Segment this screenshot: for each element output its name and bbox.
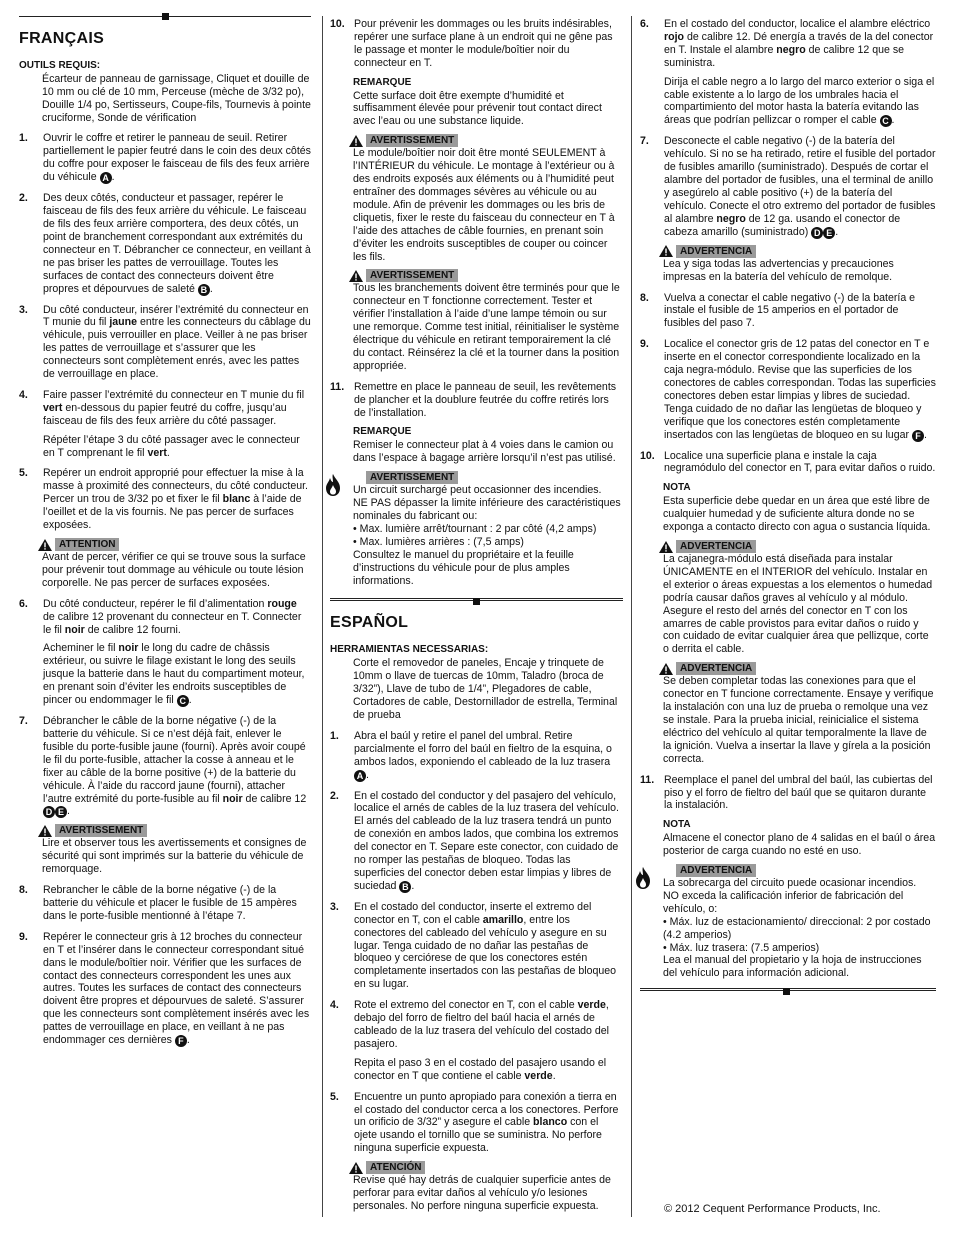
step-6: 6. En el costado del conductor, localice el alambre eléctrico rojo de calibre 12. Dé energía a través de la del conector en T. Instale el alambre negro de calibre 12 que se suministra. Dirija el cable negro a lo largo del marco exterior o siga el cable existente a lo largo de los umbrales hacia el compartimiento del motor hasta la batería evitando las áreas que podrían pellizcar o romper el cable C . <box>640 18 935 127</box>
fire-icon <box>323 473 343 497</box>
column-divider <box>322 16 323 1217</box>
step-10: 10. Localice una superficie plana e instale la caja negramódulo del conector en T, para evitar daños o ruido. <box>640 449 936 475</box>
section-rule <box>19 16 311 17</box>
column-spanish-cont <box>640 18 936 991</box>
warning-triangle-icon <box>659 663 673 675</box>
attention-box: ATENCIÓN Revise qué hay detrás de cualquier superficie antes de perforar para evitar daños al vehículo y/o lesiones personales. No perfore ninguna superficie expuesta. <box>330 1161 623 1213</box>
warning-box: AVERTISSEMENT Tous les branchements doivent être terminés pour que le connecteur en T fonctionne correctement. Tester et vérifier l’installation à l’aide d’une lampe témoin ou sur une remorque. Comme test initial, réinitialiser le système électrique du véhicule en retirant temporairement la clé du contact. Réinsérez la clé et la tourner dans la position appropriée. <box>330 269 623 372</box>
figure-badge: F <box>912 430 924 442</box>
step-4: 4. Rote el extremo del conector en T, con el cable verde, debajo del forro de fieltro del baúl hacia el arnés de cableado de la luz trasera del vehículo del costado del pasajero. Repita el paso 3 en el costado del pasajero usando el conector en T que contiene el cable verde. <box>330 999 610 1082</box>
column-divider <box>631 16 632 1217</box>
step-8: 8. Vuelva a conectar el cable negativo (-) de la batería e instale el fusible de 15 amperios en el portador de fusibles del paso 7. <box>640 291 916 330</box>
warning-box: ADVERTENCIA La cajanegra-módulo está diseñada para instalar ÚNICAMENTE en el INTERIOR del vehículo. Instalar en el exterior o áreas expuestas a los elementos o humedad podría causar daños graves al vehículo y al módulo. Asegure el resto del arnés del conector en T con los amarres de cable provistos para evitar daños o ruido y con cuidado de evitar cualquier área que pellizque, corte o derrita el cable. <box>640 540 936 656</box>
figure-badge: B <box>399 881 411 893</box>
figure-badge: B <box>198 284 210 296</box>
figure-badge: D <box>811 227 823 239</box>
step-8: 8. Rebrancher le câble de la borne négative (-) de la batterie du véhicule et placer le fusible de 15 ampères dans le porte-fusible mentionné à l’étape 7. <box>19 884 297 922</box>
step-3: 3. Du côté conducteur, insérer l’extrémité du connecteur en T munie du fil jaune entre les connecteurs du câblage du véhicule, puis verrouiller en place. Veiller à ne pas briser les pattes de verrouillage et s’assurer que les connecteurs sont complètement enrés, avec les pattes de verrouillage en place. <box>19 303 311 381</box>
warning-box: ADVERTENCIA Lea y siga todas las advertencias y precauciones impresas en la batería del vehículo de remolque. <box>640 245 936 284</box>
warning-triangle-icon <box>38 539 52 551</box>
figure-badge: A <box>354 770 366 782</box>
fire-warning-box: AVERTISSEMENT Un circuit surchargé peut occasionner des incendies. NE PAS dépasser la limite inférieure des caractéristiques nominales du fabricant ou: • Max. lumière arrêt/tournant : 2 par côté (4,2 amps) • Max. lumières arrières : (7,5 amps) Consultez le manuel du propriétaire et la feuille d’instructions du véhicule pour de plus amples informations. <box>330 471 623 587</box>
fire-warning-box: ADVERTENCIA La sobrecarga del circuito puede ocasionar incendios. NO exceda la calificación inferior de fabricación del vehículo, o: • Máx. luz de estacionamiento/ direccional: 2 por costado (4.2 amperios) • Máx. luz trasera: (7.5 amperios) Lea el manual del propietario y la hoja de instrucciones del vehículo para información adicional. <box>640 864 936 980</box>
warning-triangle-icon <box>659 541 673 553</box>
figure-badge: A <box>100 172 112 184</box>
step-11: 11. Remettre en place le panneau de seuil, les revêtements de plancher et la doublure feutrée du coffre retirés lors de l’installation. <box>330 380 617 419</box>
warning-box: AVERTISSEMENT Lire et observer tous les avertissements et consignes de sécurité qui sont imprimés sur la batterie du véhicule de remorquage. <box>19 824 311 876</box>
tools-heading: HERRAMIENTAS NECESSARIAS: <box>330 644 489 656</box>
note-box: REMARQUE Cette surface doit être exempte d’humidité et suffisamment élevée pour prévenir tout contact direct avec l’eau ou une substance liquide. <box>353 76 602 128</box>
section-rule <box>330 598 623 601</box>
figure-badge: C <box>880 115 892 127</box>
step-5: 5. Encuentre un punto apropiado para conexión a tierra en el costado del conductor cerca a los conectores. Perfore un orificio de 3/32” y asegure el cable blanco con el ojete usando el tornillo que se suministra. No perfore ninguna superficie expuesta. <box>330 1090 619 1155</box>
column-french <box>19 16 311 1047</box>
warning-box: AVERTISSEMENT Le module/boîtier noir doit être monté SEULEMENT à l’INTÉRIEUR du véhicule. Le montage à l’extérieur ou à des endroits exposés aux éléments ou à l’humidité peut entraîner des dommages sévères au véhicule ou au module. Afin de prévenir les dommages ou les bris de cliquetis, fixer le reste du faisceau du connecteur en T à l’aide des attaches de câble fournies, en prenant soin d’éviter les endroits susceptibles de couper ou coincer les fils. <box>330 134 623 263</box>
figure-badge: E <box>823 227 835 239</box>
figure-badge: F <box>175 1035 187 1047</box>
step-7: 7. Débrancher le câble de la borne négative (-) de la batterie du véhicule. Si ce n’est déjà fait, enlever le fusible du porte-fusible jaune (fourni). Après avoir coupé le fil du porte-fusible, attacher la cosse à anneau et le fixer au câble de la borne positive (+) de la batterie du véhicule. À l’aide du raccord jaune (fourni), attacher l’autre extrémité du porte-fusible au fil noir de calibre 12 D E . <box>19 715 307 818</box>
step-2: 2. En el costado del conductor y del pasajero del vehículo, localice el arnés de cables de la luz trasera del vehículo. El arnés del cableado de la luz trasera tendrá un punto de conexión en ambos lados, que combina los extremos del conector en T. Separe este conector, con cuidado de no romper las pestañas de bloqueo. Todas las superficies del conector deben estar limpias y libres de suciedad B . <box>330 789 619 892</box>
tools-heading: OUTILS REQUIS: <box>19 59 101 71</box>
warning-triangle-icon <box>349 270 363 282</box>
tools-list: Corte el removedor de paneles, Encaje y trinquete de 10mm o llave de tuercas de 10mm, Taladro (broca de 3/32”), Llave de tubo de 1/4”, Plegadores de cable, Cortadores de cable, Destornillador de estrella, Terminal de prueba <box>353 657 618 721</box>
step-6: 6. Du côté conducteur, repérer le fil d’alimentation rouge de calibre 12 provenant du connecteur en T. Connecter le fil noir de calibre 12 fourni. Acheminer le fil noir le long du cadre de châssis extérieur, ou suivre le filage existant le long des seuils jusque la batterie dans le haut du compartiment moteur, en prenant soin d’éviter les endroits susceptibles de pincer ou endommager le fil C . <box>19 597 305 707</box>
attention-box: ATTENTION Avant de percer, vérifier ce qui se trouve sous la surface pour prévenir tout dommage au véhicule ou toute lésion corporelle. Ne pas percer de surfaces exposées. <box>19 538 311 590</box>
spanish-title: ESPAÑOL <box>330 614 409 632</box>
step-11: 11. Reemplace el panel del umbral del baúl, las cubiertas del piso y el forro de fieltro del baúl que se quitaron durante la instalación. <box>640 773 933 812</box>
warning-triangle-icon <box>349 1162 363 1174</box>
figure-badge: E <box>55 806 67 818</box>
step-4: 4. Faire passer l’extrémité du connecteur en T munie du fil vert en-dessous du papier feutré du coffre, jusqu’au faisceau de fils des feux arrière du côté passager. Répéter l’étape 3 du côté passager avec le connecteur en T comprenant le fil vert. <box>19 388 305 459</box>
step-1: 1. Ouvrir le coffre et retirer le panneau de seuil. Retirer partiellement le papier feutré dans le coin des deux côtés du coffre pour exposer le faisceau de fils des feux arrière du véhicule A . <box>19 132 311 184</box>
warning-triangle-icon <box>38 825 52 837</box>
copyright-text: © 2012 Cequent Performance Products, Inc. <box>664 1203 881 1215</box>
note-box: NOTA Esta superficie debe quedar en un área que esté libre de cualquier humedad y de suficiente altura donde no se exponga a contacto directo con agua o sustancia líquida. <box>663 482 931 534</box>
step-7: 7. Desconecte el cable negativo (-) de la batería del vehículo. Si no se ha retirado, retire el fusible del portador de fusibles amarillo (suministrado). Después de cortar el alambre del portador de fusibles, una el terminal de anillo y asegúrelo al cable positivo (+) de la batería del vehículo. Conecte el otro extremo del portador de fusibles al alambre negro de 12 ga. usando el conector de cabeza amarillo (suministrado) D E . <box>640 135 936 238</box>
tools-list: Écarteur de panneau de garnissage, Cliquet et douille de 10 mm ou clé de 10 mm, Perceuse (mèche de 3/32 po), Douille 1/4 po, Sertisseurs, Coupe-fils, Tournevis à pointe cruciforme, Sonde de vérification <box>42 72 311 124</box>
note-box: REMARQUE Remiser le connecteur plat à 4 voies dans le camion ou dans l’espace à bagage arrière lorsqu’il n’est pas utilisé. <box>353 426 616 465</box>
french-title: FRANÇAIS <box>19 30 105 47</box>
warning-box: ADVERTENCIA Se deben completar todas las conexiones para que el conector en T funcione correctamente. Ensaye y verifique la instalación con una luz de prueba o remolque una vez se instale. Para la prueba inicial, reinicialice el sistema eléctrico del vehículo al quitar temporalmente la llave de la ignición. Vuelva a insertar la llave y gírela a la posición correcta. <box>640 662 936 765</box>
figure-badge: C <box>177 695 189 707</box>
fire-icon <box>633 866 653 890</box>
note-box: NOTA Almacene el conector plano de 4 salidas en el baúl o área posterior de carga cuando no esté en uso. <box>663 819 936 858</box>
section-rule <box>640 988 936 991</box>
step-9: 9. Repérer le connecteur gris à 12 broches du connecteur en T et l’insérer dans le connecteur correspondant situé dans le module/boîtier noir. Vérifier que les surfaces de contact des connecteurs correspondent les unes aux autres. Toutes les surfaces de contact des connecteurs doivent être propres et dépourvues de saleté. S’assurer que les connecteurs sont complètement insérés avec les pattes de verrouillage en place, en veillant à ne pas endommager ces dernières F . <box>19 930 310 1047</box>
step-9: 9. Localice el conector gris de 12 patas del conector en T e inserte en el conector correspondiente localizado en la caja negra-módulo. Revise que las superficies de los conectores de cables correspondan. Todas las superficies conectores deben estar limpias y libres de suciedad. Tenga cuidado de no dañar las lengüetas de bloqueo y verifique que los conectores estén completamente insertados con las lengüetas de bloqueo en su lugar F . <box>640 338 936 441</box>
step-10: 10. Pour prévenir les dommages ou les bruits indésirables, repérer une surface plane à un endroit qui ne gêne pas le passage et monter le module/boîtier noir du connecteur en T. <box>330 18 613 69</box>
warning-triangle-icon <box>659 245 673 257</box>
column-middle <box>330 18 623 1213</box>
step-1: 1. Abra el baúl y retire el panel del umbral. Retire parcialmente el forro del baúl en fieltro de la esquina, o ambos lados, exponiendo el cableado de la luz trasera A . <box>330 729 612 781</box>
warning-triangle-icon <box>349 135 363 147</box>
step-5: 5. Repérer un endroit approprié pour effectuer la mise à la masse à proximité des connecteurs, du côté conducteur. Percer un trou de 3/32 po et fixer le fil blanc à l’aide de l’oeillet et de la vis fournis. Ne pas percer de surfaces exposées. <box>19 467 308 532</box>
attention-label: ATTENTION <box>55 538 119 551</box>
step-2: 2. Des deux côtés, conducteur et passager, repérer le faisceau de fils des feux arrière du véhicule. Le faisceau de fils des feux arrière comportera, des deux côtés, un point de branchement correspondant aux extrémités du connecteur en T. Débrancher ce connecteur, en veillant à ne pas briser les pattes de verrouillage. Toutes les surfaces de contact des connecteurs doivent être propres et dépourvues de saleté B . <box>19 192 311 295</box>
step-3: 3. En el costado del conductor, inserte el extremo del conector en T, con el cable amarillo, entre los conectores del cableado del vehículo y asegure en su lugar. Tenga cuidado de no dañar las pestañas de bloqueo y cerciórese de que los conectores estén completamente insertados con las pestañas de bloqueo en su lugar. <box>330 900 617 991</box>
figure-badge: D <box>43 806 55 818</box>
warning-label: AVERTISSEMENT <box>55 824 147 837</box>
